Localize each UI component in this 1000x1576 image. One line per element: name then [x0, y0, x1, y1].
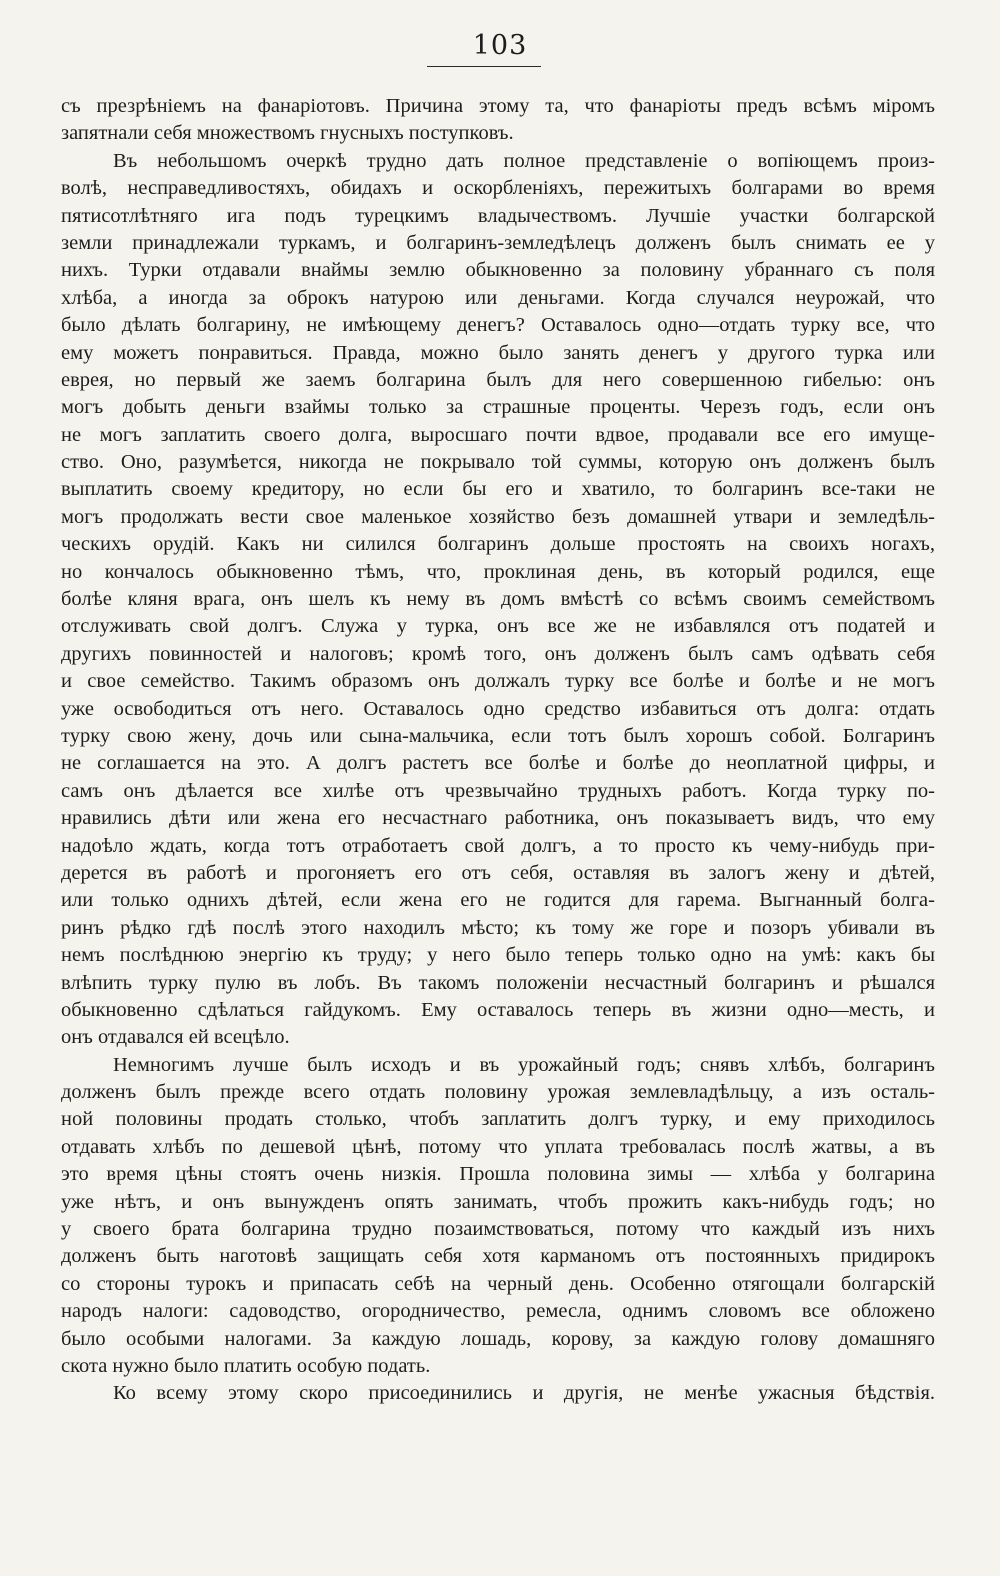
- text-line: со стороны турокъ и припасать себѣ на черный день. Особенно отягощали болгарскій: [61, 1272, 935, 1295]
- text-line: ринъ рѣдко гдѣ послѣ этого находилъ мѣсто; къ тому же горе и позоръ убивали въ: [61, 916, 935, 939]
- text-line: могъ продолжать вести свое маленькое хозяйство безъ домашней утвари и земледѣль-: [61, 505, 935, 528]
- text-line: дерется въ работѣ и прогоняетъ его отъ себя, оставляя въ залогъ жену и дѣтей,: [61, 861, 935, 884]
- text-line: это время цѣны стоятъ очень низкія. Прошла половина зимы — хлѣба у болгарина: [61, 1163, 935, 1186]
- text-line: влѣпить турку пулю въ лобъ. Въ такомъ положеніи несчастный болгаринъ и рѣшался: [61, 971, 935, 994]
- text-line: народъ налоги: садоводство, огородничество, ремесла, однимъ словомъ все обложено: [61, 1300, 935, 1323]
- text-line: хлѣба, а иногда за оброкъ натурою или деньгами. Когда случался неурожай, что: [61, 286, 935, 309]
- page-number: 103: [472, 30, 528, 61]
- body-text: [61, 93, 935, 1408]
- text-line: уже нѣтъ, и онъ вынужденъ опять занимать, чтобъ прожить какъ-нибудь годъ; но: [61, 1190, 935, 1213]
- text-line: нравились дѣти или жена его несчастнаго работника, онъ показываетъ видъ, что ему: [61, 807, 935, 830]
- text-line: онъ отдавался ей всецѣло.: [61, 1026, 290, 1049]
- text-line: или только однихъ дѣтей, если жена его не годится для гарема. Выгнанный болга-: [61, 889, 935, 912]
- text-line: волѣ, несправедливостяхъ, обидахъ и оскорбленіяхъ, пережитыхъ болгарами во время: [61, 177, 935, 200]
- text-line: немъ послѣднюю энергію къ труду; у него было теперь только одно на умѣ: какъ бы: [61, 944, 935, 967]
- text-line: запятнали себя множествомъ гнусныхъ поступковъ.: [61, 122, 514, 145]
- text-line: долженъ быть наготовѣ защищать себя хотя карманомъ отъ постоянныхъ придирокъ: [61, 1245, 935, 1268]
- text-line: Немногимъ лучше былъ исходъ и въ урожайный годъ; снявъ хлѣбъ, болгаринъ: [113, 1053, 935, 1076]
- text-line: Въ небольшомъ очеркѣ трудно дать полное представленіе о вопіющемъ произ-: [113, 149, 935, 172]
- text-line: и свое семейство. Такимъ образомъ онъ должалъ турку все болѣе и болѣе и не могъ: [61, 670, 935, 693]
- text-line: съ презрѣніемъ на фанаріотовъ. Причина этому та, что фанаріоты предъ всѣмъ міромъ: [61, 95, 935, 117]
- text-line: ческихъ орудій. Какъ ни силился болгаринъ дольше простоять на своихъ ногахъ,: [61, 533, 935, 556]
- text-line: было дѣлать болгарину, не имѣющему денегъ? Оставалось одно—отдать турку все, что: [61, 314, 935, 337]
- text-line: не соглашается на это. А долгъ растетъ все болѣе и болѣе до неоплатной цифры, и: [61, 752, 935, 775]
- text-line: болѣе кляня врага, онъ шелъ къ нему въ домъ вмѣстѣ со всѣмъ своимъ семействомъ: [61, 588, 935, 611]
- text-line: Ко всему этому скоро присоединились и другія, не менѣе ужасныя бѣдствія.: [113, 1382, 935, 1405]
- text-line: не могъ заплатить своего долга, выросшаго почти вдвое, продавали все его имуще-: [61, 423, 935, 446]
- text-line: другихъ повинностей и налоговъ; кромѣ того, онъ долженъ былъ самъ одѣвать себя: [61, 642, 935, 665]
- text-line: ной половины продать столько, чтобъ заплатить долгъ турку, и ему приходилось: [61, 1108, 935, 1131]
- text-line: отдавать хлѣбъ по дешевой цѣнѣ, потому что уплата требовалась послѣ жатвы, а въ: [61, 1135, 935, 1158]
- text-line: могъ добыть деньги взаймы только за страшные проценты. Черезъ годъ, если онъ: [61, 396, 935, 419]
- text-line: самъ онъ дѣлается все хилѣе отъ чрезвычайно трудныхъ работъ. Когда турку по-: [61, 779, 935, 802]
- text-line: ство. Оно, разумѣется, никогда не покрывало той суммы, которую онъ долженъ былъ: [61, 451, 935, 474]
- text-line: надоѣло ждать, когда тотъ отработаетъ свой долгъ, а то просто къ чему-нибудь при-: [61, 834, 935, 857]
- text-line: нихъ. Турки отдавали внаймы землю обыкновенно за половину убраннаго съ поля: [61, 259, 935, 282]
- text-line: ему можетъ понравиться. Правда, можно было занять денегъ у другого турка или: [61, 341, 935, 364]
- header-rule: [427, 66, 541, 67]
- text-line: было особыми налогами. За каждую лошадь, корову, за каждую голову домашняго: [61, 1327, 935, 1350]
- text-line: но кончалось обыкновенно тѣмъ, что, проклиная день, въ который родился, еще: [61, 560, 935, 583]
- text-line: турку свою жену, дочь или сына-мальчика, если тотъ былъ хорошъ собой. Болгаринъ: [61, 724, 935, 747]
- text-line: земли принадлежали туркамъ, и болгаринъ-земледѣлецъ долженъ былъ снимать ее у: [61, 231, 935, 254]
- text-line: обыкновенно сдѣлаться гайдукомъ. Ему оставалось теперь въ жизни одно—месть, и: [61, 998, 935, 1021]
- text-line: выплатить своему кредитору, но если бы его и хватило, то болгаринъ все-таки не: [61, 478, 935, 501]
- text-line: уже освободиться отъ него. Оставалось одно средство избавиться отъ долга: отдать: [61, 697, 935, 720]
- text-line: скота нужно было платить особую подать.: [61, 1354, 431, 1377]
- text-line: пятисотлѣтняго ига подъ турецкимъ владычествомъ. Лучшіе участки болгарской: [61, 204, 935, 227]
- text-line: долженъ былъ прежде всего отдать половину урожая землевладѣльцу, а изъ осталь-: [61, 1081, 935, 1104]
- text-line: отслуживать свой долгъ. Служа у турка, онъ все же не избавлялся отъ податей и: [61, 615, 935, 638]
- text-line: еврея, но первый же заемъ болгарина былъ для него совершенною гибелью: онъ: [61, 368, 935, 391]
- text-line: у своего брата болгарина трудно позаимствоваться, потому что каждый изъ нихъ: [61, 1218, 935, 1241]
